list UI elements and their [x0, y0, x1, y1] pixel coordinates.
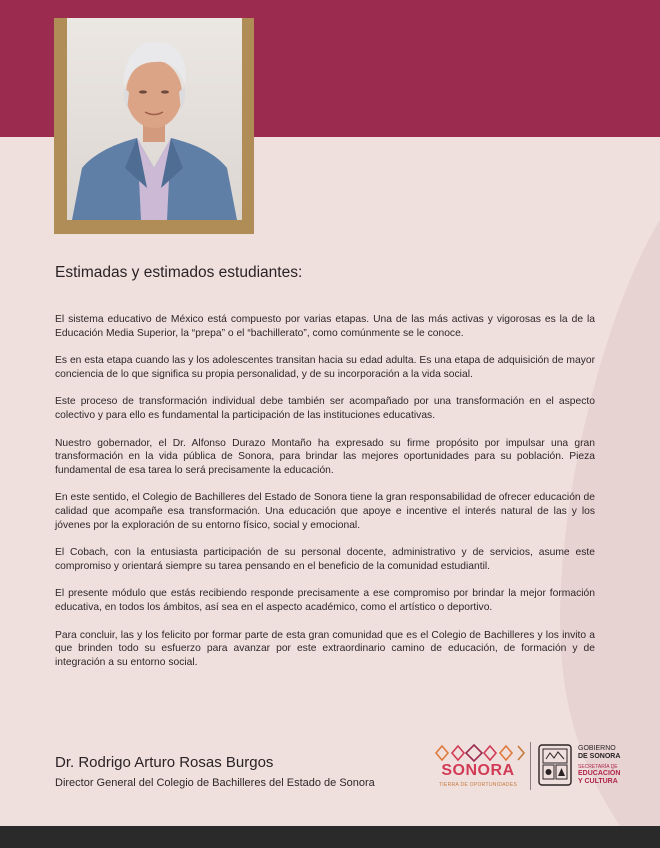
paragraph-3: Este proceso de transformación individual debe también ser acompañado por una transformación en el aspecto colectivo y para ello es fundamental la participación de las instituciones educativas.	[55, 396, 595, 421]
paragraph-4: Nuestro gobernador, el Dr. Alfonso Durazo Montaño ha expresado su firme propósito por impulsar una gran transformación en la vida pública de Sonora, para brindar las mejores oportunidades para su población. Pieza fundamental de esa tarea lo será precisamente la educación.	[55, 437, 595, 476]
gov-line-1: GOBIERNO	[578, 745, 616, 752]
paragraph-6: El Cobach, con la entusiasta participación de su personal docente, administrativo y de servicios, asume este compromiso y orientará siempre su tarea pensando en el beneficio de la comunidad estudiantil.	[55, 547, 595, 572]
signature-title: Director General del Colegio de Bachilleres del Estado de Sonora	[55, 777, 375, 789]
paragraph-5: En este sentido, el Colegio de Bachilleres del Estado de Sonora tiene la gran responsabilidad de ofrecer educación de calidad que acompañe esa transformación. Una educación que apoye e incentive el interés natural de las y los jóvenes por la exploración de su entorno físico, social y emocional.	[55, 492, 595, 531]
paragraph-7: El presente módulo que estás recibiendo responde precisamente a ese compromiso por brindar la mejor formación educativa, en todos los ámbitos, así sea en el aspecto académico, como el artístico o deportivo.	[55, 588, 595, 613]
sec-line-3: Y CULTURA	[578, 778, 618, 785]
sonora-wordmark: SONORA	[441, 762, 515, 779]
state-seal-icon	[538, 744, 572, 786]
signature-name: Dr. Rodrigo Arturo Rosas Burgos	[55, 754, 274, 771]
director-portrait	[67, 18, 242, 220]
greeting-heading: Estimadas y estimados estudiantes:	[55, 264, 303, 281]
sonora-tagline: TIERRA DE OPORTUNIDADES	[438, 782, 518, 788]
sec-line-2: EDUCACIÓN	[578, 770, 621, 777]
government-text-logo	[578, 745, 658, 786]
letter-body	[55, 313, 595, 683]
portrait-frame	[54, 18, 254, 234]
logo-divider	[530, 742, 531, 790]
sonora-logo	[430, 742, 526, 792]
paragraph-1: El sistema educativo de México está compuesto por varias etapas. Una de las más activas y vigorosas es la de la Educación Media Superior, la “prepa” o el “bachillerato”, como comúnmente se le conoce.	[55, 314, 595, 339]
gov-line-2: DE SONORA	[578, 753, 621, 760]
paragraph-2: Es en esta etapa cuando las y los adolescentes transitan hacia su edad adulta. Es una etapa de adquisición de mayor conciencia de lo que significa su propia personalidad, y de su incorporación a la vida social.	[55, 355, 595, 380]
paragraph-8: Para concluir, las y los felicito por formar parte de esta gran comunidad que es el Colegio de Bachilleres y los invito a que brinden todo su esfuerzo para avanzar por este extraordinario camino de educación, de formación y de integración a su entorno social.	[55, 629, 595, 668]
sec-line-1: SECRETARÍA DE	[578, 764, 618, 770]
sonora-ornament-icon	[430, 742, 526, 764]
bottom-bar	[0, 826, 660, 848]
